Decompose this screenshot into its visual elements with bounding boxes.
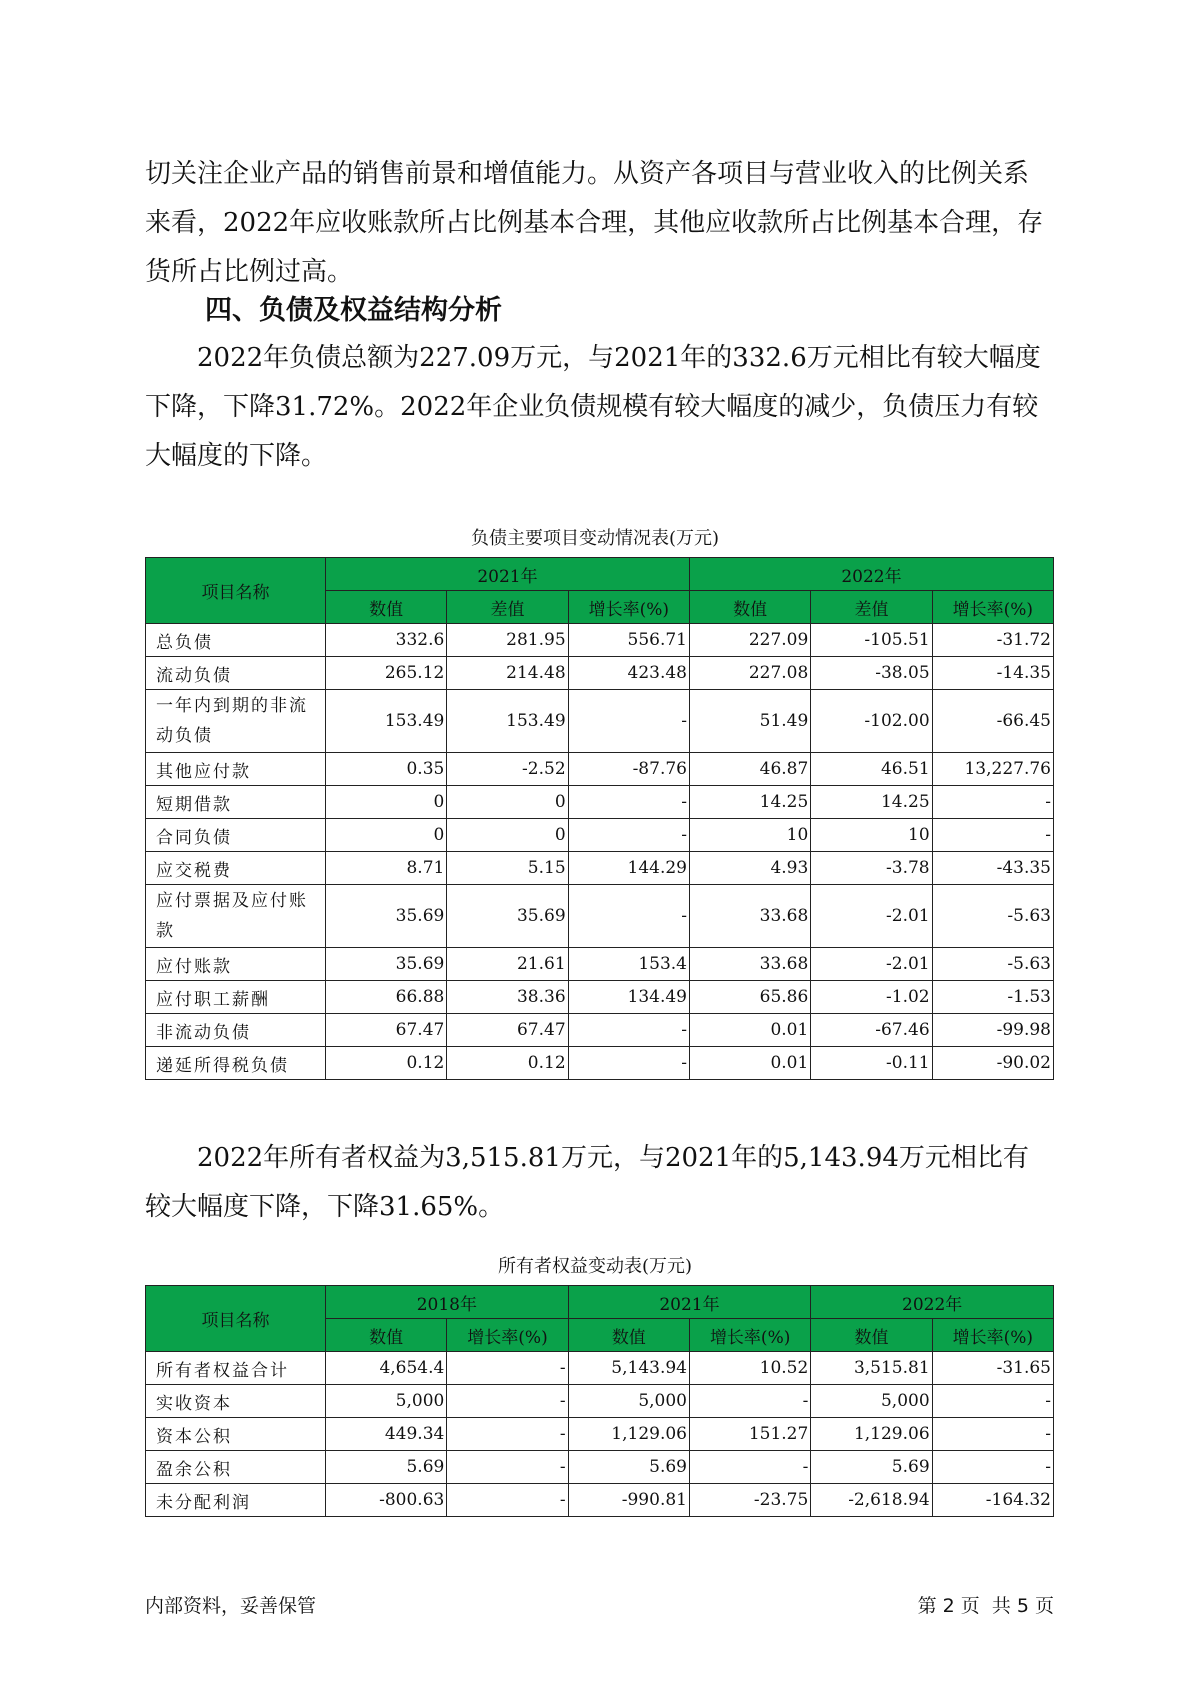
table-cell: -1.02 [811, 981, 932, 1014]
table-cell: 38.36 [447, 981, 568, 1014]
table-cell: 3,515.81 [811, 1352, 932, 1385]
table-row [146, 786, 1054, 819]
row-label: 应付账款 [146, 948, 326, 981]
table-cell: -2.01 [811, 948, 932, 981]
col-header: 数值 [326, 591, 447, 624]
table-cell: 0.01 [689, 1047, 810, 1080]
table-cell: - [447, 1451, 568, 1484]
table-cell: -3.78 [811, 852, 932, 885]
table-cell: - [447, 1352, 568, 1385]
table-row [146, 624, 1054, 657]
row-label: 未分配利润 [146, 1484, 326, 1517]
table-cell: 4.93 [689, 852, 810, 885]
table-cell: - [932, 1385, 1053, 1418]
table-cell: 556.71 [568, 624, 689, 657]
row-label: 其他应付款 [146, 753, 326, 786]
table-cell: - [568, 1047, 689, 1080]
equity-table-caption: 所有者权益变动表(万元) [497, 1256, 693, 1277]
liability-table-caption: 负债主要项目变动情况表(万元) [470, 528, 720, 549]
table-cell: 0.12 [326, 1047, 447, 1080]
table-cell: 449.34 [326, 1418, 447, 1451]
table-cell: 5.69 [326, 1451, 447, 1484]
row-label: 总负债 [146, 624, 326, 657]
row-label: 流动负债 [146, 657, 326, 690]
table-cell: -800.63 [326, 1484, 447, 1517]
table-row [146, 948, 1054, 981]
table-row [146, 690, 1054, 753]
col-header: 数值 [811, 1319, 932, 1352]
table-cell: -5.63 [932, 885, 1053, 948]
table-cell: 10.52 [689, 1352, 810, 1385]
table-row [146, 885, 1054, 948]
table-cell: 153.49 [326, 690, 447, 753]
table-cell: 227.08 [689, 657, 810, 690]
col-header: 差值 [811, 591, 932, 624]
table-row [146, 1484, 1054, 1517]
table-cell: 1,129.06 [568, 1418, 689, 1451]
row-label: 资本公积 [146, 1418, 326, 1451]
table-cell: -105.51 [811, 624, 932, 657]
col-header: 增长率(%) [689, 1319, 810, 1352]
table-cell: -67.46 [811, 1014, 932, 1047]
table-cell: 265.12 [326, 657, 447, 690]
table-cell: 35.69 [447, 885, 568, 948]
table-cell: 46.51 [811, 753, 932, 786]
table-row [146, 657, 1054, 690]
year-header: 2021年 [326, 558, 690, 591]
table-cell: - [447, 1418, 568, 1451]
table-cell: 8.71 [326, 852, 447, 885]
row-label: 实收资本 [146, 1385, 326, 1418]
table-cell: - [932, 786, 1053, 819]
table-cell: -90.02 [932, 1047, 1053, 1080]
table-cell: -66.45 [932, 690, 1053, 753]
col-header: 增长率(%) [932, 591, 1053, 624]
table-cell: 214.48 [447, 657, 568, 690]
table-cell: 423.48 [568, 657, 689, 690]
table-cell: 35.69 [326, 885, 447, 948]
table-cell: 0 [326, 786, 447, 819]
col-header: 差值 [447, 591, 568, 624]
table-cell: 281.95 [447, 624, 568, 657]
table-cell: -2.01 [811, 885, 932, 948]
table-cell: 1,129.06 [811, 1418, 932, 1451]
liability-table [145, 557, 1054, 1080]
table-cell: 67.47 [447, 1014, 568, 1047]
row-label: 合同负债 [146, 819, 326, 852]
table-row [146, 1352, 1054, 1385]
table-cell: 10 [811, 819, 932, 852]
table-cell: - [932, 1418, 1053, 1451]
table-cell: 5,000 [568, 1385, 689, 1418]
col-header: 增长率(%) [932, 1319, 1053, 1352]
row-label: 非流动负债 [146, 1014, 326, 1047]
page-number: 第 2 页 共 5 页 [917, 1595, 1054, 1617]
table-cell: 4,654.4 [326, 1352, 447, 1385]
table-cell: 0.01 [689, 1014, 810, 1047]
table-cell: -990.81 [568, 1484, 689, 1517]
table-cell: -99.98 [932, 1014, 1053, 1047]
table-cell: 65.86 [689, 981, 810, 1014]
liability-paragraph: 2022年负债总额为227.09万元，与2021年的332.6万元相比有较大幅度下降，下降31.72%。2022年企业负债规模有较大幅度的减少，负债压力有较大幅度的下降。 [145, 343, 1041, 471]
table-cell: -31.72 [932, 624, 1053, 657]
table-cell: 153.4 [568, 948, 689, 981]
table-cell: - [689, 1385, 810, 1418]
table-cell: - [568, 885, 689, 948]
row-label: 应付票据及应付账款 [146, 885, 326, 948]
table-cell: - [932, 819, 1053, 852]
table-cell: 14.25 [811, 786, 932, 819]
table-cell: -43.35 [932, 852, 1053, 885]
table-cell: -2,618.94 [811, 1484, 932, 1517]
table-cell: 33.68 [689, 885, 810, 948]
year-header: 2018年 [326, 1286, 569, 1319]
col-header: 增长率(%) [568, 591, 689, 624]
table-cell: -2.52 [447, 753, 568, 786]
table-cell: 5,000 [326, 1385, 447, 1418]
table-cell: -164.32 [932, 1484, 1053, 1517]
row-label: 应付职工薪酬 [146, 981, 326, 1014]
table-cell: 0 [447, 819, 568, 852]
table-cell: -23.75 [689, 1484, 810, 1517]
table-cell: -102.00 [811, 690, 932, 753]
table-cell: 46.87 [689, 753, 810, 786]
table-cell: 5.15 [447, 852, 568, 885]
table-cell: 144.29 [568, 852, 689, 885]
row-label: 一年内到期的非流动负债 [146, 690, 326, 753]
table-cell: - [568, 819, 689, 852]
table-row [146, 981, 1054, 1014]
row-label: 递延所得税负债 [146, 1047, 326, 1080]
table-cell: -31.65 [932, 1352, 1053, 1385]
table-cell: - [932, 1451, 1053, 1484]
section-heading: 四、负债及权益结构分析 [205, 295, 502, 326]
table-cell: 0.12 [447, 1047, 568, 1080]
table-cell: - [568, 1014, 689, 1047]
table-row [146, 1451, 1054, 1484]
table-cell: 5.69 [568, 1451, 689, 1484]
col-header: 数值 [326, 1319, 447, 1352]
table-cell: 0 [326, 819, 447, 852]
row-label: 短期借款 [146, 786, 326, 819]
table-row [146, 1385, 1054, 1418]
footer-confidential: 内部资料，妥善保管 [145, 1595, 317, 1617]
table-row [146, 852, 1054, 885]
table-cell: 51.49 [689, 690, 810, 753]
table-cell: - [568, 786, 689, 819]
table-cell: - [447, 1385, 568, 1418]
table-cell: 0.35 [326, 753, 447, 786]
table-cell: - [689, 1451, 810, 1484]
table-row [146, 1014, 1054, 1047]
table-cell: 33.68 [689, 948, 810, 981]
equity-table [145, 1285, 1054, 1517]
table-cell: -5.63 [932, 948, 1053, 981]
table-cell: 66.88 [326, 981, 447, 1014]
col-header: 数值 [689, 591, 810, 624]
table-cell: 13,227.76 [932, 753, 1053, 786]
col-header: 增长率(%) [447, 1319, 568, 1352]
table-cell: 153.49 [447, 690, 568, 753]
table-cell: -14.35 [932, 657, 1053, 690]
table-cell: 14.25 [689, 786, 810, 819]
table-cell: -1.53 [932, 981, 1053, 1014]
year-header: 2021年 [568, 1286, 811, 1319]
year-header: 2022年 [689, 558, 1053, 591]
table-cell: 10 [689, 819, 810, 852]
col-header-item-name: 项目名称 [146, 558, 326, 624]
table-cell: - [568, 690, 689, 753]
year-header: 2022年 [811, 1286, 1054, 1319]
table-cell: -87.76 [568, 753, 689, 786]
table-row [146, 819, 1054, 852]
table-cell: 151.27 [689, 1418, 810, 1451]
table-cell: 5,143.94 [568, 1352, 689, 1385]
table-cell: 134.49 [568, 981, 689, 1014]
table-row [146, 1047, 1054, 1080]
table-cell: 0 [447, 786, 568, 819]
row-label: 盈余公积 [146, 1451, 326, 1484]
equity-paragraph: 2022年所有者权益为3,515.81万元，与2021年的5,143.94万元相比有较大幅度下降，下降31.65%。 [145, 1143, 1029, 1222]
table-row [146, 753, 1054, 786]
col-header-item-name: 项目名称 [146, 1286, 326, 1352]
table-cell: 21.61 [447, 948, 568, 981]
table-cell: -38.05 [811, 657, 932, 690]
table-cell: 5,000 [811, 1385, 932, 1418]
table-cell: 5.69 [811, 1451, 932, 1484]
table-cell: 35.69 [326, 948, 447, 981]
intro-paragraph: 切关注企业产品的销售前景和增值能力。从资产各项目与营业收入的比例关系来看，2022年应收账款所占比例基本合理，其他应收款所占比例基本合理，存货所占比例过高。 [145, 159, 1044, 287]
table-cell: 227.09 [689, 624, 810, 657]
row-label: 所有者权益合计 [146, 1352, 326, 1385]
table-cell: -0.11 [811, 1047, 932, 1080]
table-cell: - [447, 1484, 568, 1517]
row-label: 应交税费 [146, 852, 326, 885]
col-header: 数值 [568, 1319, 689, 1352]
table-cell: 67.47 [326, 1014, 447, 1047]
table-cell: 332.6 [326, 624, 447, 657]
table-row [146, 1418, 1054, 1451]
